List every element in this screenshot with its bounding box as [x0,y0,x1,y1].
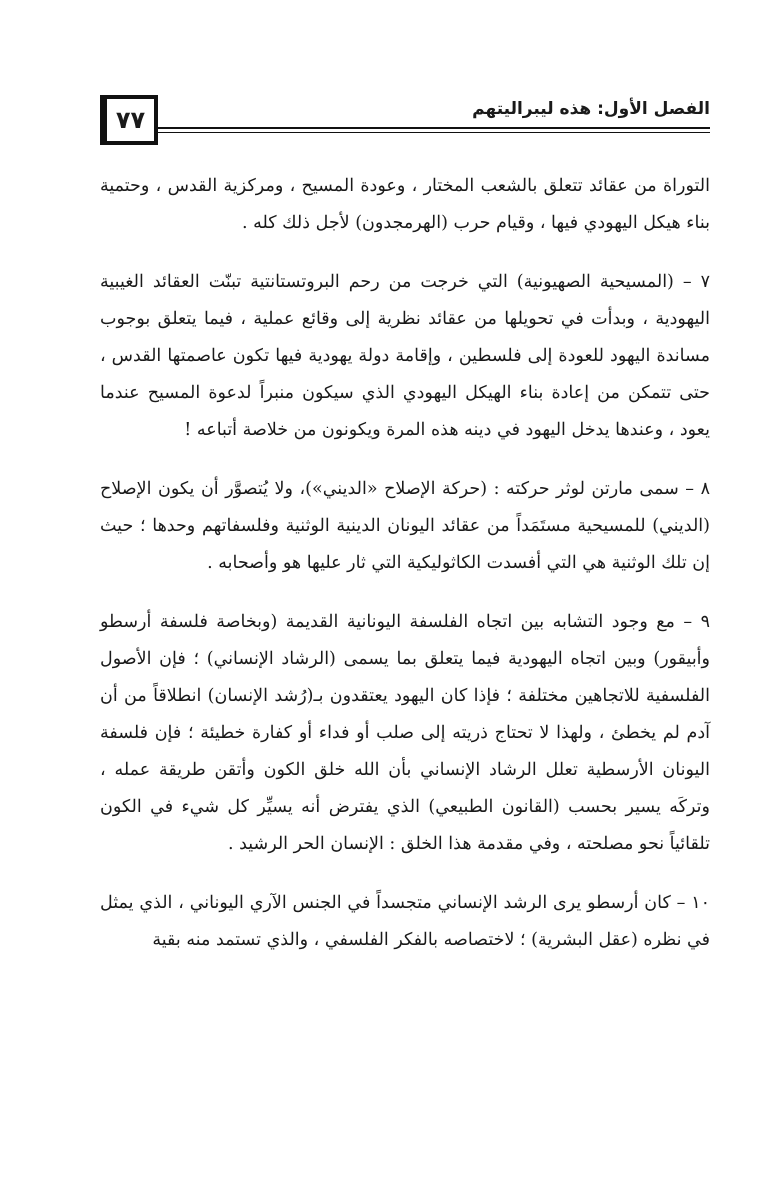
paragraph: ٨ – سمى مارتن لوثر حركته : (حركة الإصلاح «الديني»)، ولا يُتصوَّر أن يكون الإصلاح (الديني) للمسيحية مستَمَداً من عقائد اليونان الدينية الوثنية وفلسفاتهم وحدها ؛ حيث إن تلك الوثنية هي التي أفسدت الكاثوليكية التي ثار عليها هو وأصحابه . [100,479,710,573]
chapter-title: الفصل الأول: هذه ليبراليتهم [472,99,710,119]
paragraph: ٧ – (المسيحية الصهيونية) التي خرجت من رحم البروتستانتية تبنّت العقائد الغيبية اليهودية ، وبدأت في تحويلها من عقائد نظرية إلى وقائع عملية ، فيما يتعلق بوجوب مساندة اليهود للعودة إلى فلسطين ، وإقامة دولة يهودية فيها تكون عاصمتها القدس ، حتى تتمكن من إعادة بناء الهيكل اليهودي الذي سيكون منبراً لدعوة المسيح عندما يعود ، وعندها يدخل اليهود في دينه هذه المرة ويكونون من خلاصة أتباعه ! [100,272,710,440]
page-number: ٧٧ [115,106,146,134]
header-rule-thin [158,132,710,133]
page-number-box [100,95,158,145]
paragraph: التوراة من عقائد تتعلق بالشعب المختار ، وعودة المسيح ، ومركزية القدس ، وحتمية بناء هيكل اليهودي فيها ، وقيام حرب (الهرمجدون) لأجل ذلك كله . [100,176,710,233]
page-header [100,95,710,155]
header-rule-thick [158,127,710,129]
paragraph: ١٠ – كان أرسطو يرى الرشد الإنساني متجسداً في الجنس الآري اليوناني ، الذي يمثل في نظره (عقل البشرية) ؛ لاختصاصه بالفكر الفلسفي ، والذي تستمد منه بقية [100,893,710,950]
page-body [100,168,710,981]
paragraph: ٩ – مع وجود التشابه بين اتجاه الفلسفة اليونانية القديمة (وبخاصة فلسفة أرسطو وأبيقور) وبين اتجاه اليهودية فيما يتعلق بما يسمى (الرشاد الإنساني) ؛ فإن الأصول الفلسفية للاتجاهين مختلفة ؛ فإذا كان اليهود يعتقدون بـ(رُشد الإنسان) انطلاقاً من أن آدم لم يخطئ ، ولهذا لا تحتاج ذريته إلى صلب أو فداء أو كفارة خطيئة ؛ فإن فلسفة اليونان الأرسطية تعلل الرشاد الإنساني بأن الله خلق الكون وأتقن طريقة عمله ، وتركَه يسير بحسب (القانون الطبيعي) الذي يفترض أنه يسيِّر كل شيء في الكون تلقائياً نحو مصلحته ، وفي مقدمة هذا الخلق : الإنسان الحر الرشيد . [100,612,710,854]
